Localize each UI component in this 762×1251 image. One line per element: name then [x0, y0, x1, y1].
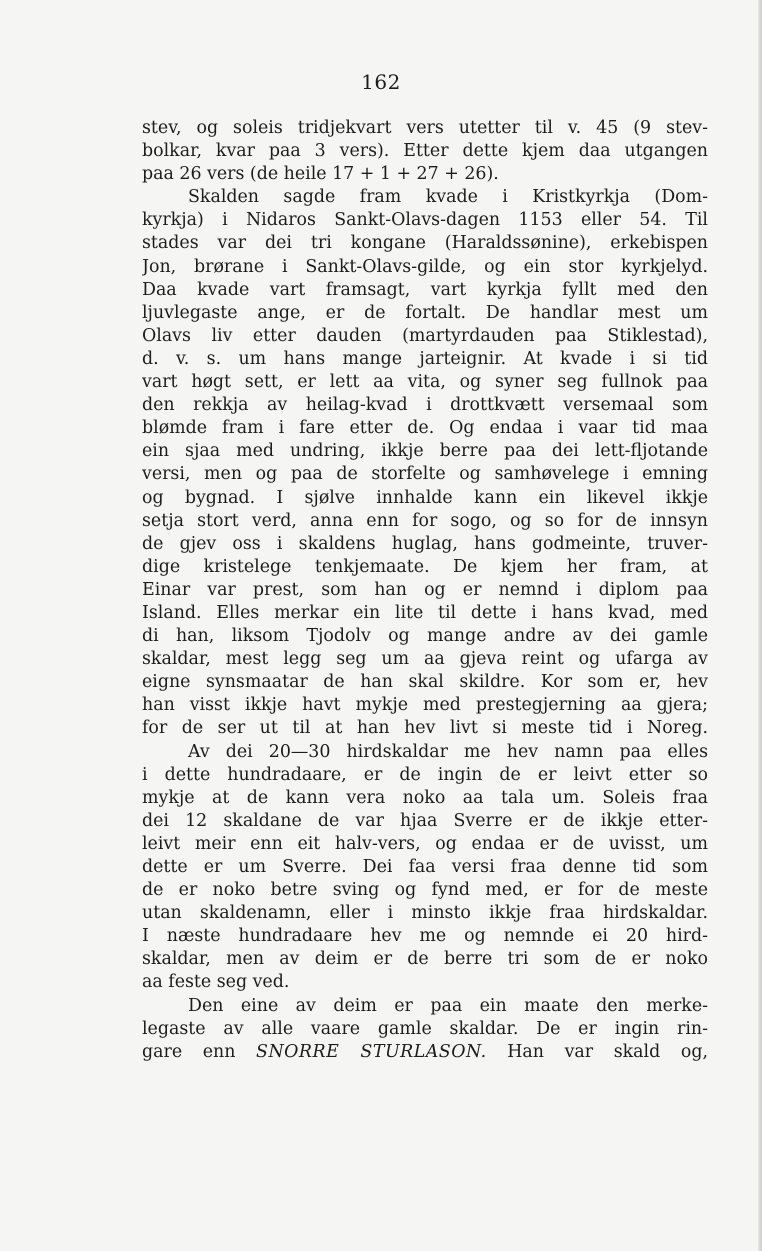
text-line: skaldar, mest legg seg um aa gjeva reint og ufarga av — [142, 649, 708, 670]
text-line: versi, men og paa de storfelte og samhøvelege i emning — [142, 464, 708, 485]
text-line: Av dei 20—30 hirdskaldar me hev namn paa elles — [188, 741, 708, 762]
text-line: dige kristelege tenkjemaate. De kjem her fram, at — [142, 556, 708, 577]
text-line: Olavs liv etter dauden (martyrdauden paa Stiklestad), — [142, 325, 708, 346]
text-line: Daa kvade vart framsagt, vart kyrkja fyllt med den — [142, 279, 708, 300]
text-line: blømde fram i fare etter de. Og endaa i vaar tid maa — [142, 418, 708, 439]
text-line: den rekkja av heilag-kvad i drottkvætt versemaal som — [142, 395, 708, 416]
text-line: aa feste seg ved. — [142, 972, 290, 993]
body-text — [142, 117, 708, 1064]
text-line: setja stort verd, anna enn for sogo, og so for de innsyn — [142, 510, 708, 531]
text-line: for de ser ut til at han hev livt si meste tid i Noreg. — [142, 718, 708, 739]
text-line: dei 12 skaldane de var hjaa Sverre er de ikkje etter- — [142, 810, 708, 831]
text-line: mykje at de kann vera noko aa tala um. Soleis fraa — [142, 787, 708, 808]
text-line: ljuvlegaste ange, er de fortalt. De handlar mest um — [142, 302, 708, 323]
text-line: Jon, brørane i Sankt-Olavs-gilde, og ein stor kyrkjelyd. — [142, 256, 708, 277]
text-line: paa 26 vers (de heile 17 + 1 + 27 + 26). — [142, 164, 499, 185]
author-name: SNORRE STURLASON. — [256, 1041, 487, 1062]
text-line: Den eine av deim er paa ein maate den merke- — [188, 995, 708, 1016]
page-number: 162 — [361, 70, 401, 94]
text-line: stev, og soleis tridjekvart vers utetter til v. 45 (9 stev- — [142, 118, 708, 138]
text-line: de er noko betre sving og fynd med, er for de meste — [142, 880, 708, 901]
final-line-end: Han var skald og, — [486, 1041, 708, 1062]
text-line: utan skaldenamn, eller i minsto ikkje fraa hirdskaldar. — [142, 903, 708, 924]
text-line: kyrkja) i Nidaros Sankt-Olavs-dagen 1153 eller 54. Til — [142, 210, 708, 231]
text-line: ein sjaa med undring, ikkje berre paa dei lett-fljotande — [142, 441, 708, 462]
text-line: leivt meir enn eit halv-vers, og endaa er de uvisst, um — [142, 833, 708, 854]
text-line: di han, liksom Tjodolv og mange andre av dei gamle — [142, 626, 708, 647]
text-line: Skalden sagde fram kvade i Kristkyrkja (Dom- — [188, 187, 708, 208]
text-line: dette er um Sverre. Dei faa versi fraa denne tid som — [142, 857, 708, 877]
text-line: i dette hundradaare, er de ingin de er leivt etter so — [142, 764, 708, 785]
text-line: d. v. s. um hans mange jarteignir. At kvade i si tid — [142, 348, 708, 369]
text-line: og bygnad. I sjølve innhalde kann ein likevel ikkje — [142, 487, 708, 508]
text-line: Einar var prest, som han og er nemnd i diplom paa — [142, 579, 708, 600]
final-line-start: gare enn — [142, 1041, 257, 1062]
text-line: de gjev oss i skaldens huglag, hans godmeinte, truver- — [142, 533, 708, 554]
text-line: vart høgt sett, er lett aa vita, og syner seg fullnok paa — [142, 372, 708, 393]
text-line: legaste av alle vaare gamle skaldar. De er ingin rin- — [142, 1018, 708, 1039]
page-edge — [758, 0, 762, 1251]
text-line: han visst ikkje havt mykje med prestegjerning aa gjera; — [142, 695, 708, 716]
text-line: bolkar, kvar paa 3 vers). Etter dette kjem daa utgangen — [142, 141, 708, 162]
text-line: Island. Elles merkar ein lite til dette i hans kvad, med — [142, 602, 708, 623]
text-line: stades var dei tri kongane (Haraldssønine), erkebispen — [142, 233, 708, 254]
text-line: eigne synsmaatar de han skal skildre. Kor som er, hev — [142, 672, 708, 693]
text-line: skaldar, men av deim er de berre tri som de er noko — [142, 949, 708, 970]
final-text-line — [142, 1041, 708, 1064]
text-line: I næste hundradaare hev me og nemnde ei 20 hird- — [142, 926, 708, 947]
